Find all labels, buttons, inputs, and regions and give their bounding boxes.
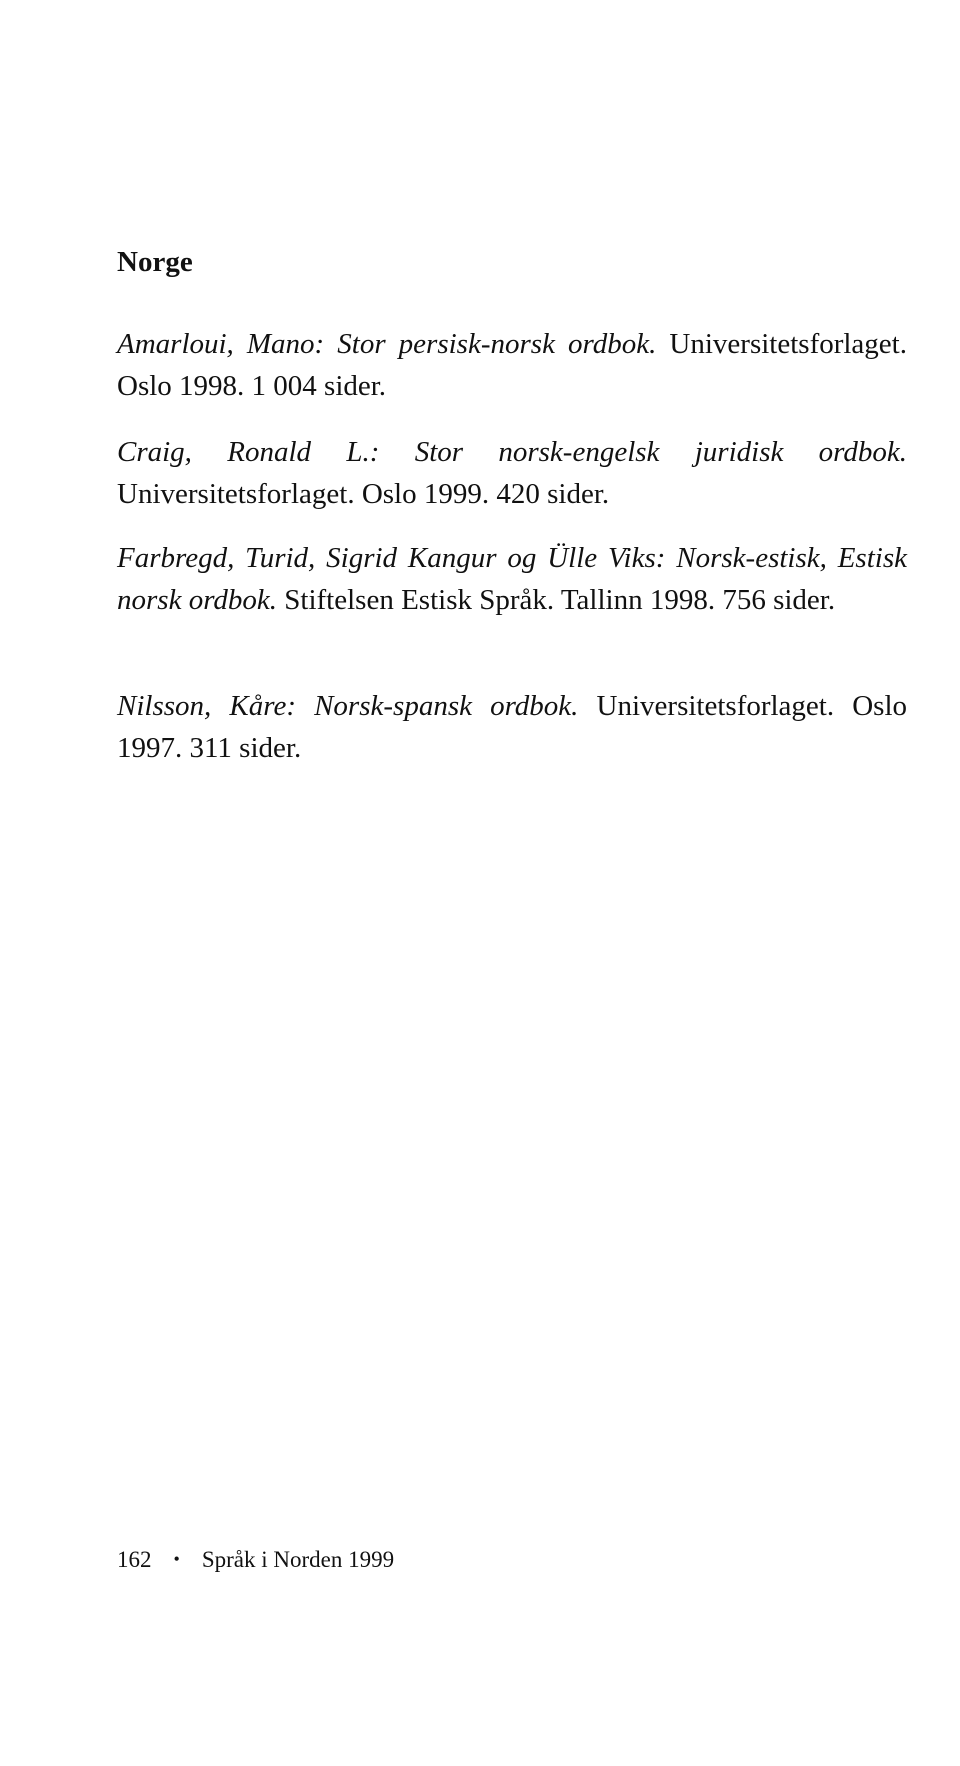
entry-author-title: Amarloui, Mano: Stor persisk-norsk ordbok. <box>117 328 657 360</box>
page-number: 162 <box>117 1547 152 1572</box>
bibliography-entry <box>117 537 907 621</box>
entry-publication: Universitetsforlaget. Oslo 1997. 311 sider. <box>117 690 908 764</box>
entry-publication: Universitetsforlaget. Oslo 1998. 1 004 sider. <box>117 328 907 402</box>
bibliography-entry <box>117 431 907 515</box>
entry-author-title: Craig, Ronald L.: Stor norsk-engelsk juridisk ordbok. <box>117 436 907 468</box>
section-heading: Norge <box>117 246 193 278</box>
footer-separator: • <box>173 1549 180 1569</box>
entry-author-title: Farbregd, Turid, Sigrid Kangur og Ülle Viks: Norsk-estisk, Estisk norsk ordbok. <box>117 542 907 616</box>
bibliography-entry <box>117 323 907 407</box>
journal-title: Språk i Norden 1999 <box>201 1547 395 1572</box>
bibliography-entry <box>117 685 907 769</box>
entry-publication: Universitetsforlaget. Oslo 1999. 420 sider. <box>117 478 610 510</box>
page-footer <box>117 1547 394 1573</box>
entry-publication: Stiftelsen Estisk Språk. Tallinn 1998. 756 sider. <box>284 584 836 616</box>
entry-author-title: Nilsson, Kåre: Norsk-spansk ordbok. <box>117 690 579 722</box>
